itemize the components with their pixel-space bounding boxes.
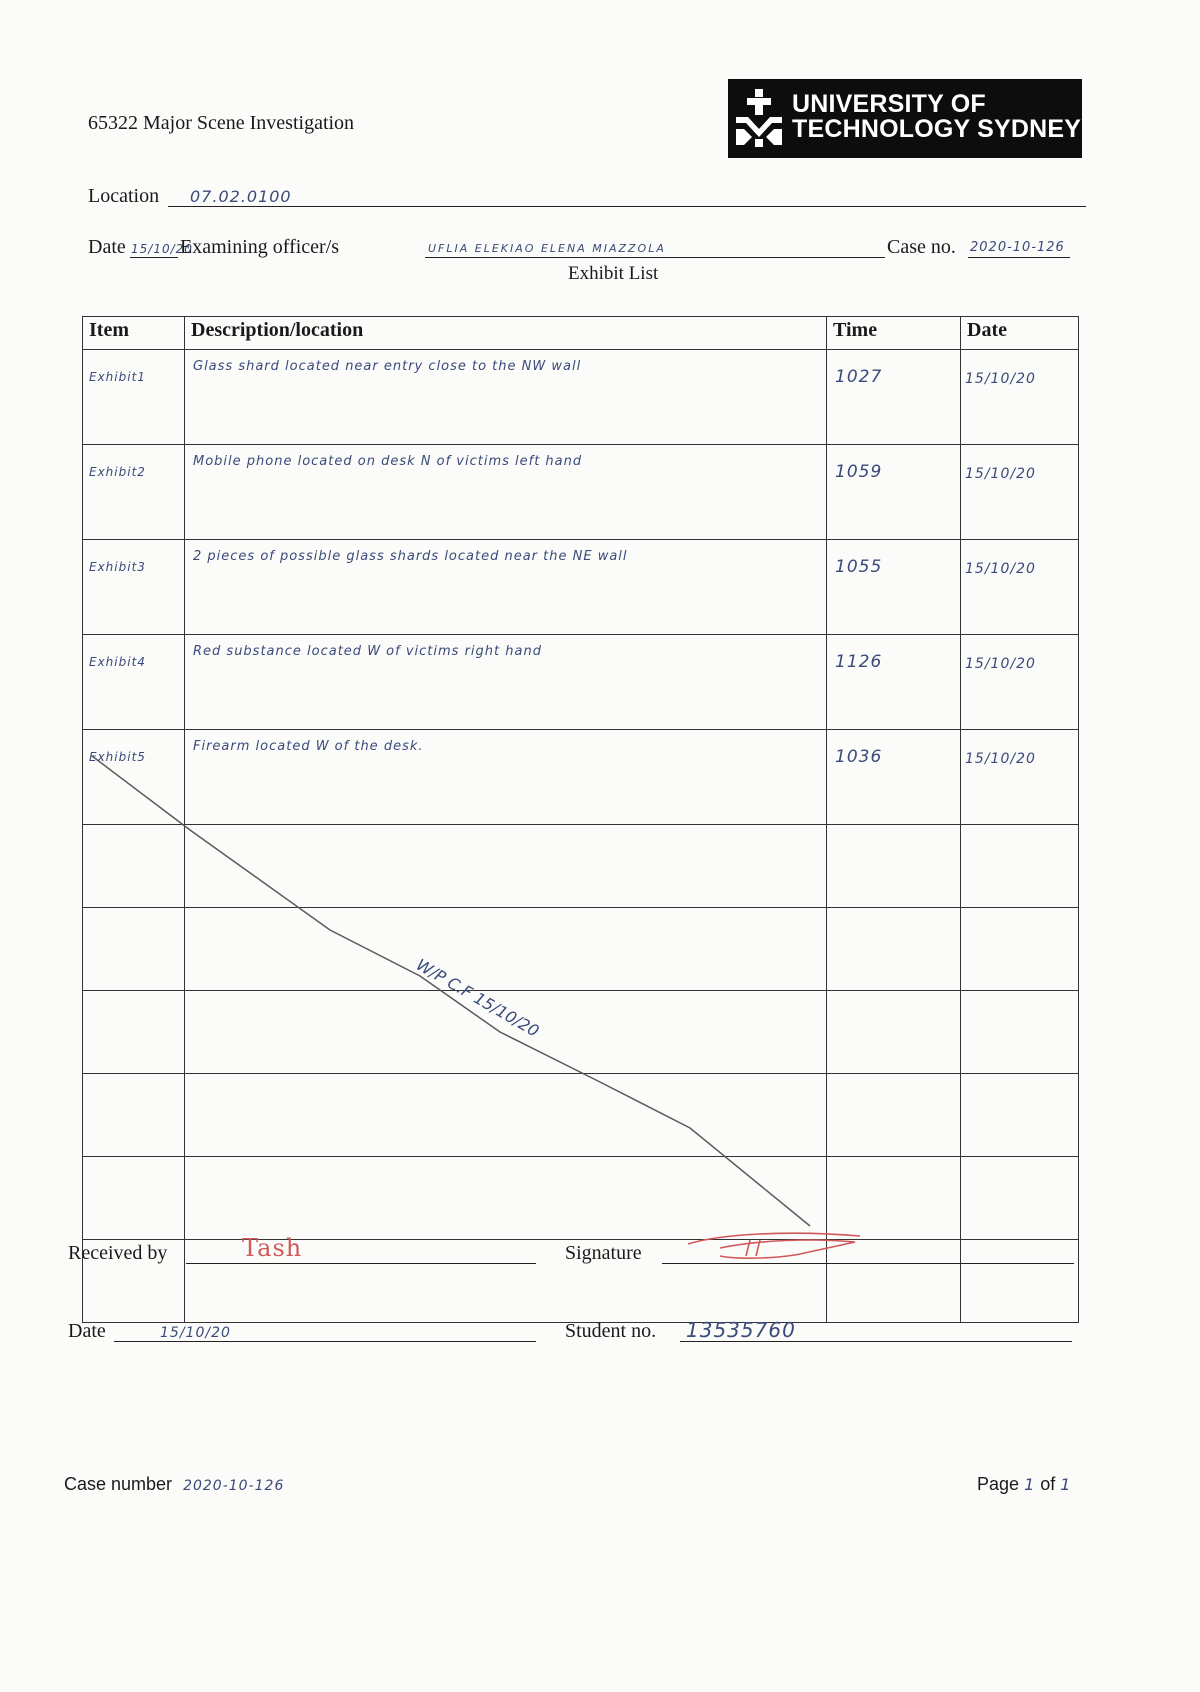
empty-row (83, 908, 1079, 991)
table-row (83, 635, 1079, 730)
empty-row (83, 991, 1079, 1074)
date-cell: 15/10/20 (961, 730, 1079, 825)
page-total: 1 (1060, 1475, 1072, 1494)
date-cell: 15/10/20 (961, 635, 1079, 730)
header-description: Description/location (185, 317, 827, 350)
officer-label: Examining officer/s (180, 236, 340, 258)
officer-value: UFLIA ELEKIAO ELENA MIAZZOLA (428, 242, 666, 255)
header-item: Item (83, 317, 185, 350)
date-underline (130, 257, 178, 258)
table-row (83, 540, 1079, 635)
item-cell: Exhibit1 (83, 350, 185, 445)
item-cell: Exhibit3 (83, 540, 185, 635)
time-cell: 1027 (827, 350, 961, 445)
student-label: Student no. (565, 1320, 657, 1342)
date-label: Date (88, 236, 126, 258)
empty-row (83, 825, 1079, 908)
description-cell: Glass shard located near entry close to the NW wall (185, 350, 827, 445)
officer-underline (425, 257, 885, 258)
item-cell: Exhibit2 (83, 445, 185, 540)
table-row (83, 445, 1079, 540)
header-time: Time (827, 317, 961, 350)
received-underline (186, 1263, 536, 1264)
logo-line-1: UNIVERSITY OF (792, 90, 986, 118)
student-value: 13535760 (686, 1318, 796, 1342)
case-value: 2020-10-126 (970, 240, 1065, 255)
description-cell: Red substance located W of victims right hand (185, 635, 827, 730)
received-label: Received by (68, 1242, 168, 1264)
uts-logo (728, 79, 1082, 158)
page-label: Page (977, 1474, 1020, 1494)
case-underline (968, 257, 1070, 258)
signature-label: Signature (565, 1242, 642, 1264)
case-number-label: Case number (64, 1474, 173, 1494)
date-cell: 15/10/20 (961, 540, 1079, 635)
footer-date-value: 15/10/20 (160, 1325, 231, 1341)
table-row (83, 350, 1079, 445)
time-cell: 1059 (827, 445, 961, 540)
time-cell: 1126 (827, 635, 961, 730)
exhibit-table (82, 316, 1079, 1323)
footer-date-underline (114, 1341, 536, 1342)
table-title: Exhibit List (568, 263, 659, 284)
description-cell: Mobile phone located on desk N of victims left hand (185, 445, 827, 540)
date-cell: 15/10/20 (961, 350, 1079, 445)
location-value: 07.02.0100 (190, 187, 292, 206)
empty-row (83, 1074, 1079, 1157)
signature-mark (680, 1228, 880, 1264)
description-cell: 2 pieces of possible glass shards located near the NE wall (185, 540, 827, 635)
table-row (83, 730, 1079, 825)
location-underline (168, 206, 1086, 207)
date-cell: 15/10/20 (961, 445, 1079, 540)
footer-date-label: Date (68, 1320, 106, 1342)
strike-note: W/P C.F 15/10/20 (413, 955, 543, 1041)
empty-row (83, 1157, 1079, 1240)
description-cell: Firearm located W of the desk. (185, 730, 827, 825)
table-header-row (83, 317, 1079, 350)
header-date: Date (961, 317, 1079, 350)
course-title: 65322 Major Scene Investigation (88, 112, 355, 134)
page-counter (977, 1474, 1071, 1495)
time-cell: 1055 (827, 540, 961, 635)
item-cell: Exhibit4 (83, 635, 185, 730)
time-cell: 1036 (827, 730, 961, 825)
location-label: Location (88, 185, 160, 207)
logo-line-2: TECHNOLOGY SYDNEY (792, 115, 1082, 143)
case-number-value: 2020-10-126 (183, 1478, 285, 1494)
uts-crest-icon (734, 87, 784, 149)
uts-name (792, 92, 1081, 142)
case-label: Case no. (887, 236, 956, 258)
received-value: Tash (242, 1234, 303, 1262)
page-of-label: of (1040, 1474, 1056, 1494)
item-cell: Exhibit5 (83, 730, 185, 825)
case-number-footer (64, 1474, 284, 1495)
date-value: 15/10/20 (131, 242, 193, 256)
page-current: 1 (1024, 1475, 1036, 1494)
